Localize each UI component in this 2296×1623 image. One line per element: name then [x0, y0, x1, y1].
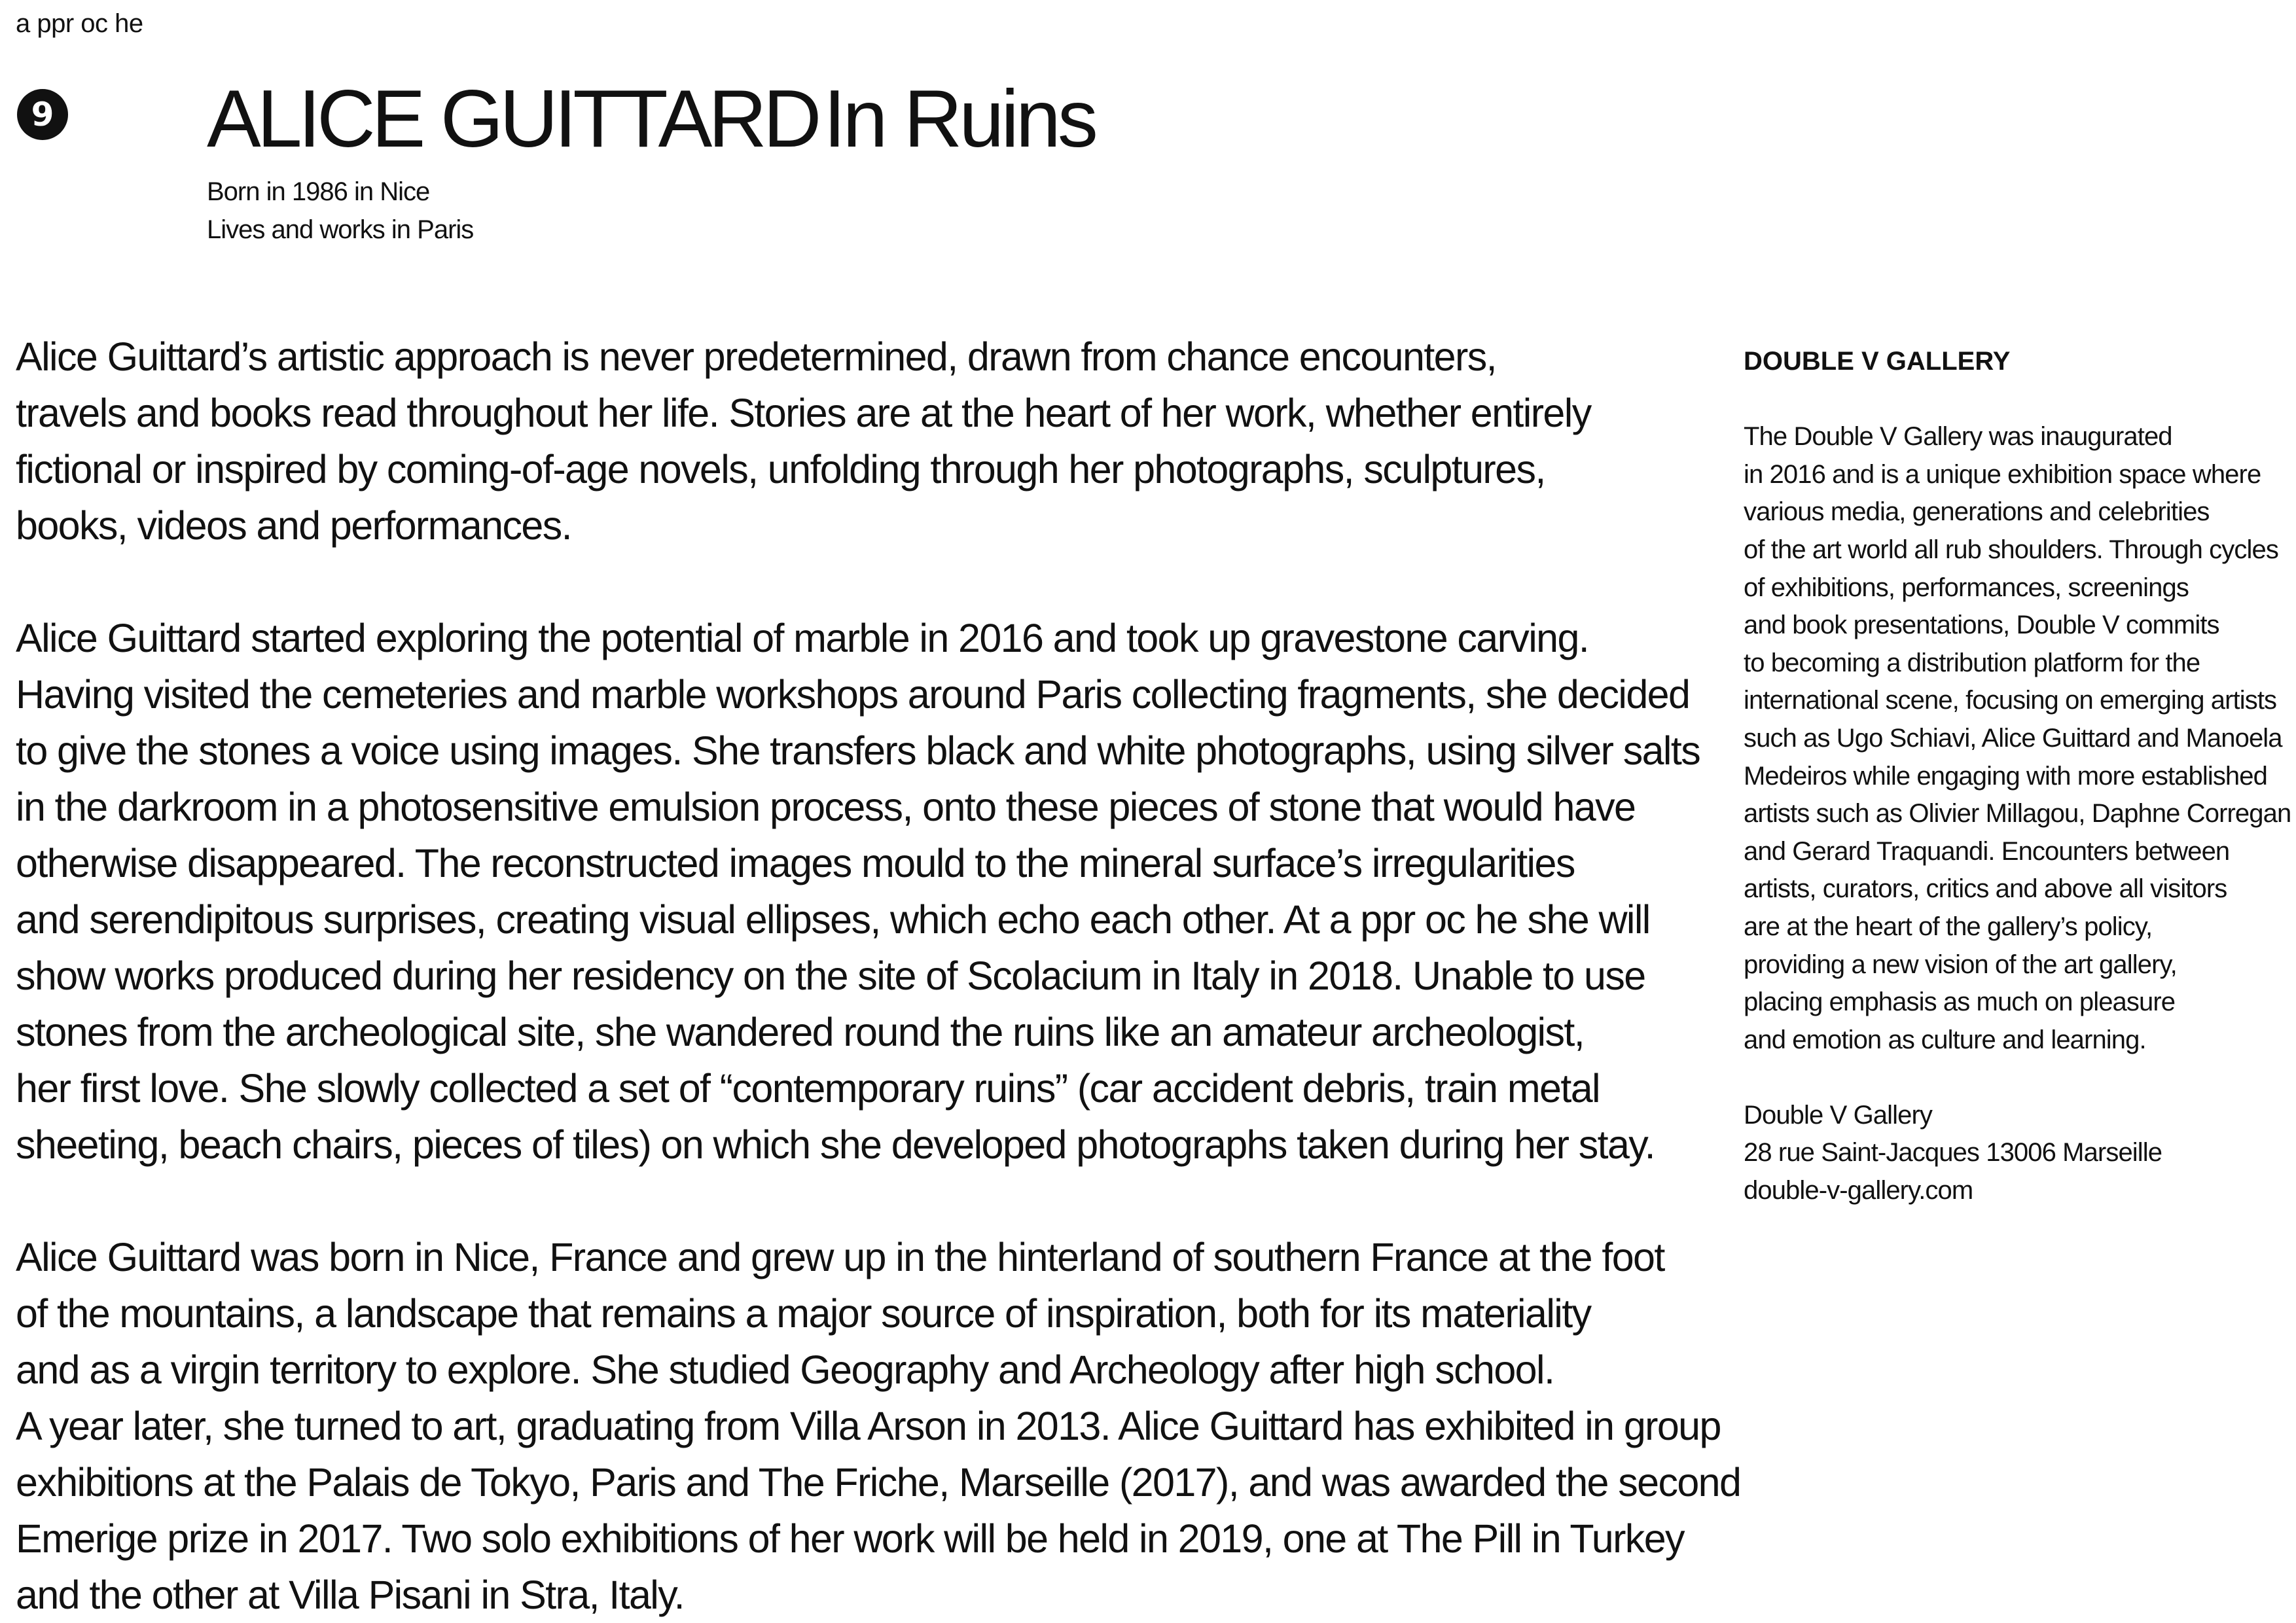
text-line: in the darkroom in a photosensitive emulsion process, onto these pieces of stone that would have [16, 785, 1636, 829]
header-logo-text: a ppr oc he [16, 9, 143, 38]
main-paragraph-1 [16, 329, 1704, 554]
description-line: and book presentations, Double V commits [1744, 611, 2219, 640]
description-line: of exhibitions, performances, screenings [1744, 573, 2189, 602]
description-line: The Double V Gallery was inaugurated [1744, 422, 2172, 452]
gallery-contact [1744, 1097, 2280, 1210]
text-line: Alice Guittard started exploring the potential of marble in 2016 and took up gravestone carving. [16, 616, 1589, 660]
description-line: various media, generations and celebrities [1744, 497, 2210, 527]
bio-birth-line: Born in 1986 in Nice [207, 177, 430, 206]
text-line: and as a virgin territory to explore. She studied Geography and Archeology after high school. [16, 1347, 1554, 1392]
text-line: fictional or inspired by coming-of-age novels, unfolding through her photographs, sculptures, [16, 447, 1545, 491]
text-line: exhibitions at the Palais de Tokyo, Paris and The Friche, Marseille (2017), and was awarded the second [16, 1460, 1741, 1505]
description-line: are at the heart of the gallery’s policy, [1744, 912, 2153, 941]
description-line: placing emphasis as much on pleasure [1744, 988, 2176, 1017]
description-line: in 2016 and is a unique exhibition space where [1744, 459, 2261, 489]
description-line: to becoming a distribution platform for the [1744, 648, 2200, 677]
text-line: Emerige prize in 2017. Two solo exhibitions of her work will be held in 2019, one at The Pill in Turkey [16, 1516, 1684, 1561]
artist-number-badge: 9 [17, 89, 68, 140]
description-line: and Gerard Traquandi. Encounters between [1744, 836, 2230, 866]
main-text [16, 329, 1741, 1623]
description-line: artists, curators, critics and above all visitors [1744, 874, 2227, 904]
description-line: and emotion as culture and learning. [1744, 1025, 2146, 1054]
gallery-address: 28 rue Saint-Jacques 13006 Marseille [1744, 1138, 2162, 1168]
artist-bio [207, 173, 473, 249]
text-line: of the mountains, a landscape that remains a major source of inspiration, both for its materiality [16, 1291, 1591, 1336]
text-line: books, videos and performances. [16, 503, 571, 548]
bio-residence-line: Lives and works in Paris [207, 215, 474, 244]
gallery-contact-name: Double V Gallery [1744, 1100, 1932, 1130]
text-line: travels and books read throughout her life. Stories are at the heart of her work, whether entirely [16, 391, 1591, 435]
gallery-description [1744, 418, 2291, 1059]
text-line: Alice Guittard was born in Nice, France and grew up in the hinterland of southern France at the foot [16, 1235, 1664, 1279]
gallery-website: double-v-gallery.com [1744, 1176, 1973, 1205]
work-title: In Ruins [823, 74, 1095, 164]
text-line: Alice Guittard’s artistic approach is never predetermined, drawn from chance encounters, [16, 334, 1496, 379]
text-line: Having visited the cemeteries and marble workshops around Paris collecting fragments, she decided [16, 672, 1690, 717]
text-line: her first love. She slowly collected a set of “contemporary ruins” (car accident debris, train metal [16, 1066, 1600, 1111]
main-paragraph-3 [16, 1229, 1741, 1623]
gallery-heading: DOUBLE V GALLERY [1744, 347, 2011, 376]
description-line: artists such as Olivier Millagou, Daphne Corregan [1744, 799, 2291, 829]
text-line: show works produced during her residency on the site of Scolacium in Italy in 2018. Unable to use [16, 954, 1645, 998]
text-line: sheeting, beach chairs, pieces of tiles) on which she developed photographs taken during her stay. [16, 1122, 1655, 1167]
text-line: and the other at Villa Pisani in Stra, Italy. [16, 1573, 684, 1617]
description-line: Medeiros while engaging with more established [1744, 761, 2267, 791]
text-line: A year later, she turned to art, graduating from Villa Arson in 2013. Alice Guittard has exhibited in group [16, 1404, 1721, 1448]
main-paragraph-2 [16, 610, 1704, 1173]
description-line: providing a new vision of the art gallery, [1744, 950, 2177, 979]
text-line: otherwise disappeared. The reconstructed images mould to the mineral surface’s irregularities [16, 841, 1575, 885]
text-line: to give the stones a voice using images. She transfers black and white photographs, using silver salts [16, 728, 1700, 773]
description-line: international scene, focusing on emerging artists [1744, 686, 2277, 715]
artist-name: ALICE GUITTARD [207, 74, 818, 164]
description-line: of the art world all rub shoulders. Through cycles [1744, 535, 2278, 564]
description-line: such as Ugo Schiavi, Alice Guittard and Manoela [1744, 723, 2282, 753]
text-line: stones from the archeological site, she wandered round the ruins like an amateur archeologist, [16, 1010, 1585, 1054]
text-line: and serendipitous surprises, creating visual ellipses, which echo each other. At a ppr oc he she will [16, 897, 1650, 942]
gallery-sidebar [1744, 343, 2291, 1210]
